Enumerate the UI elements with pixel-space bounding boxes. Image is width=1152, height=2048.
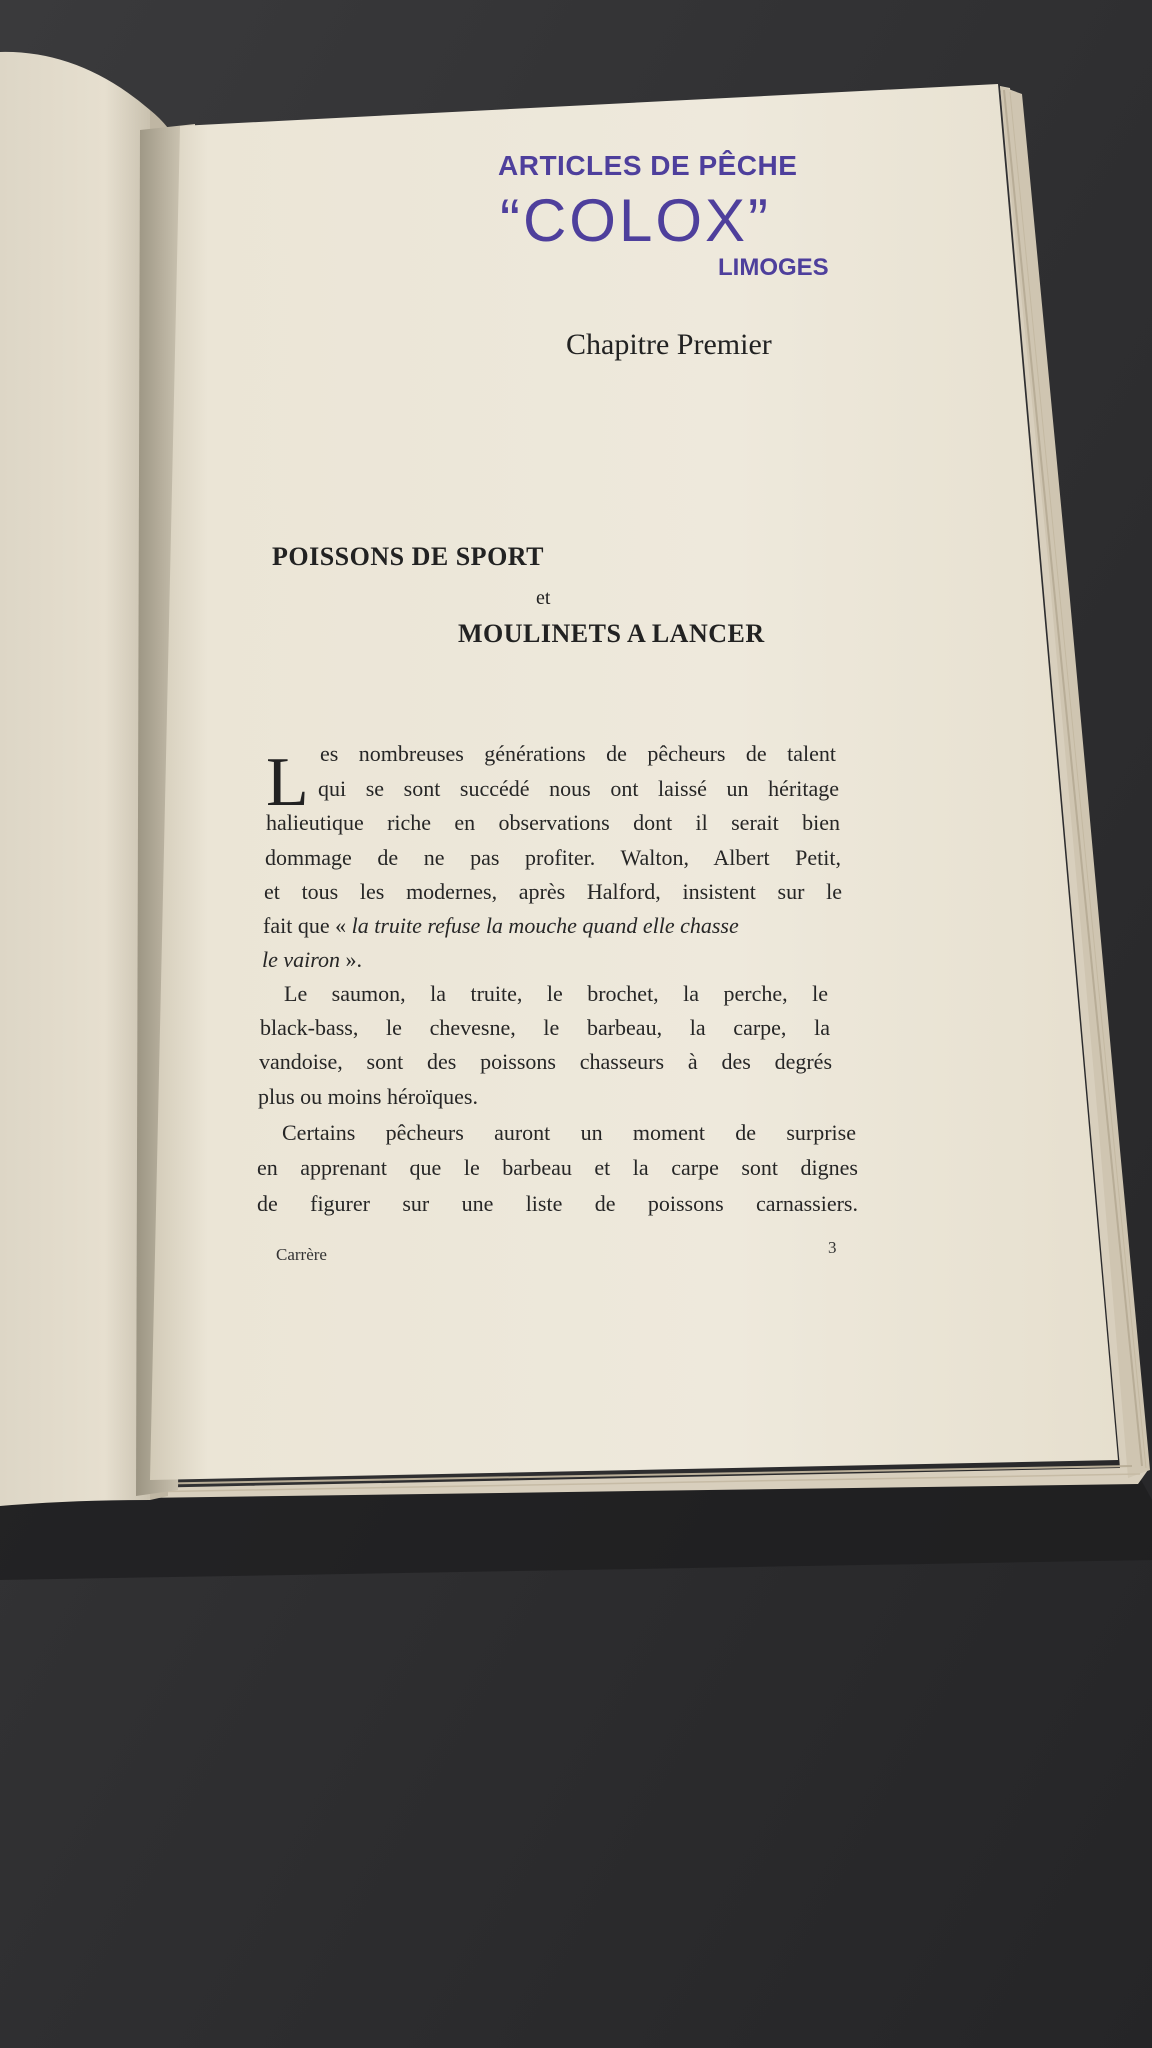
drop-cap: L — [266, 744, 309, 821]
title-line-2: MOULINETS A LANCER — [458, 619, 765, 648]
body-line-text: fait que « — [263, 913, 352, 938]
body-line: es nombreuses générations de pêcheurs de talent — [320, 741, 836, 766]
body-line: plus ou moins héroïques. — [258, 1084, 478, 1109]
title-line-1: POISSONS DE SPORT — [272, 542, 544, 571]
body-line: dommage de ne pas profiter. Walton, Albert Petit, — [265, 845, 841, 870]
stamp-line-articles: ARTICLES DE PÊCHE — [498, 150, 798, 181]
body-line: halieutique riche en observations dont il serait bien — [266, 810, 840, 835]
stamp-line-colox: “COLOX” — [500, 187, 772, 254]
body-line: Le saumon, la truite, le brochet, la perche, le — [284, 981, 828, 1006]
footer-author: Carrère — [276, 1245, 327, 1264]
body-line: et tous les modernes, après Halford, insistent sur le — [264, 879, 842, 904]
body-line: black-bass, le chevesne, le barbeau, la carpe, la — [260, 1015, 830, 1040]
body-line-text: ». — [340, 947, 362, 972]
title-joiner: et — [536, 587, 551, 609]
body-line — [262, 947, 362, 973]
page-number: 3 — [828, 1238, 837, 1257]
body-line: qui se sont succédé nous ont laissé un héritage — [318, 776, 839, 801]
chapter-heading: Chapitre Premier — [566, 328, 772, 361]
body-quote: la truite refuse la mouche quand elle chasse — [351, 913, 739, 938]
stamp-line-city: LIMOGES — [718, 254, 829, 281]
body-line — [263, 913, 739, 939]
body-line: vandoise, sont des poissons chasseurs à des degrés — [259, 1049, 832, 1074]
body-line: Certains pêcheurs auront un moment de surprise — [282, 1120, 856, 1145]
body-line: de figurer sur une liste de poissons carnassiers. — [257, 1191, 858, 1216]
body-quote: le vairon — [262, 947, 340, 972]
left-page — [0, 52, 150, 1506]
body-line: en apprenant que le barbeau et la carpe sont dignes — [257, 1155, 858, 1180]
